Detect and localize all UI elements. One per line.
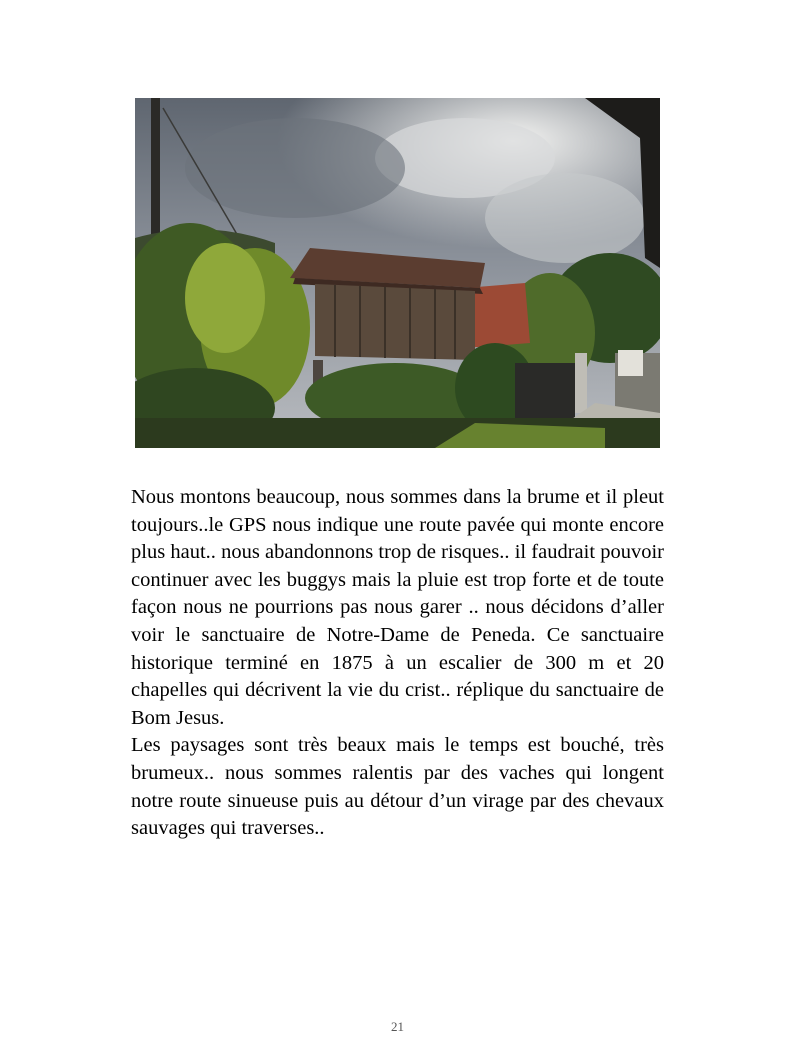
paragraph-1: Nous montons beaucoup, nous sommes dans la brume et il pleut toujours..le GPS nous indique une route pavée qui monte encore plus haut.. nous abandonnons trop de risques.. il faudrait pouvoir continuer avec les buggys mais la pluie est trop forte et de toute façon nous ne pourrions pas nous garer .. nous décidons d’aller voir le sanctuaire de Notre-Dame de Peneda. Ce sanctuaire historique terminé en 1875 à un escalier de 300 m et 20 chapelles qui décrivent la vie du crist.. réplique du sanctuaire de Bom Jesus. xyxy=(131,486,664,729)
page-number: 21 xyxy=(391,1019,404,1034)
photo-granary-under-cloudy-sky xyxy=(135,98,660,448)
paragraph-2: Les paysages sont très beaux mais le temps est bouché, très brumeux.. nous sommes ralentis par des vaches qui longent notre route sinueuse puis au détour d’un virage par des chevaux sauvages qui traverses.. xyxy=(131,734,664,840)
body-text xyxy=(131,484,664,843)
photo-illustration xyxy=(135,98,660,448)
